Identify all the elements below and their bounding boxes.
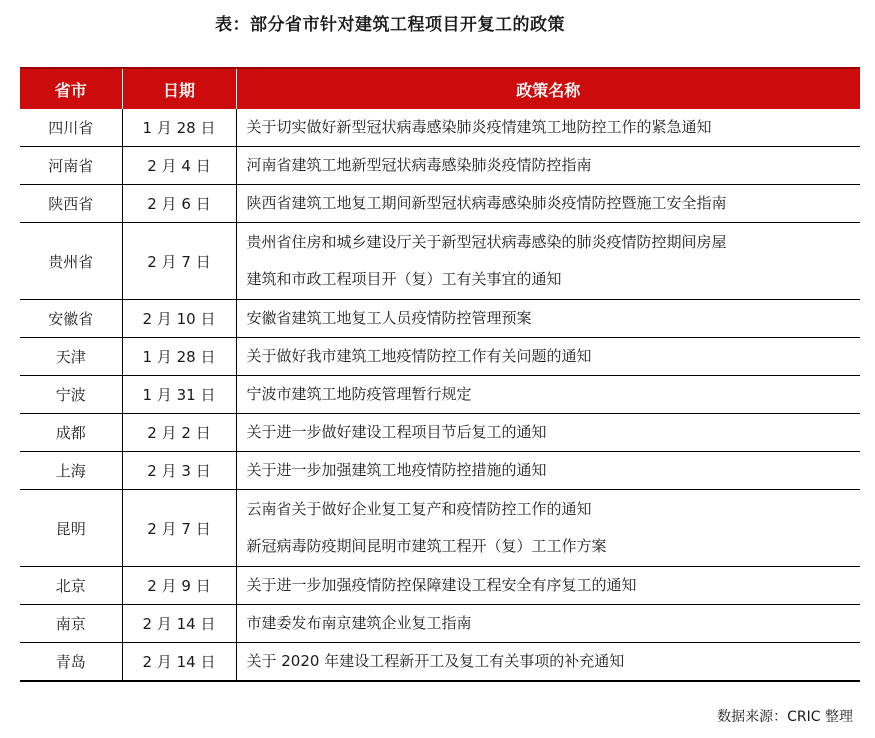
province-cell: 宁波: [20, 376, 122, 414]
policy-name: 宁波市建筑工地防疫管理暂行规定: [246, 385, 472, 403]
table-row: [20, 338, 860, 376]
policy-cell: [236, 376, 860, 414]
table-row: [20, 300, 860, 338]
table-body: [20, 109, 860, 681]
date-cell: 2 月 10 日: [122, 300, 236, 338]
date-cell: 2 月 2 日: [122, 414, 236, 452]
policy-name: 安徽省建筑工地复工人员疫情防控管理预案: [246, 309, 532, 327]
date-cell: 2 月 7 日: [122, 490, 236, 567]
policy-name: 云南省关于做好企业复工复产和疫情防控工作的通知: [246, 500, 592, 518]
policy-cell: [236, 338, 860, 376]
table-row: [20, 376, 860, 414]
policy-name: 关于进一步加强建筑工地疫情防控措施的通知: [246, 461, 547, 479]
policy-cell: [236, 185, 860, 223]
province-cell: 北京: [20, 567, 122, 605]
policy-cell: [236, 147, 860, 185]
policy-cell: [236, 567, 860, 605]
table-title: 表：部分省市针对建筑工程项目开复工的政策: [215, 15, 565, 35]
table-row: [20, 452, 860, 490]
policy-name: 建筑和市政工程项目开（复）工有关事宜的通知: [246, 270, 562, 288]
table-row: [20, 643, 860, 682]
table-row: [20, 567, 860, 605]
column-header-province: 省市: [20, 68, 122, 109]
policy-name: 河南省建筑工地新型冠状病毒感染肺炎疫情防控指南: [246, 156, 592, 174]
date-cell: 2 月 6 日: [122, 185, 236, 223]
province-cell: 贵州省: [20, 223, 122, 300]
policy-cell: [236, 490, 860, 567]
policy-name: 贵州省住房和城乡建设厅关于新型冠状病毒感染的肺炎疫情防控期间房屋: [246, 233, 727, 251]
policy-name: 市建委发布南京建筑企业复工指南: [246, 614, 472, 632]
table-row: [20, 414, 860, 452]
province-cell: 陕西省: [20, 185, 122, 223]
province-cell: 昆明: [20, 490, 122, 567]
table-row: [20, 185, 860, 223]
date-cell: 2 月 7 日: [122, 223, 236, 300]
column-header-date: 日期: [122, 68, 236, 109]
table-row: [20, 605, 860, 643]
policy-cell: [236, 109, 860, 147]
date-cell: 2 月 9 日: [122, 567, 236, 605]
policy-cell: [236, 414, 860, 452]
table-row: [20, 223, 860, 300]
header-row: [20, 68, 860, 109]
policy-name: 关于进一步加强疫情防控保障建设工程安全有序复工的通知: [246, 576, 637, 594]
province-cell: 安徽省: [20, 300, 122, 338]
policy-cell: [236, 300, 860, 338]
table-row: [20, 109, 860, 147]
province-cell: 青岛: [20, 643, 122, 682]
policy-name: 关于 2020 年建设工程新开工及复工有关事项的补充通知: [246, 652, 625, 670]
policy-cell: [236, 643, 860, 682]
table-row: [20, 490, 860, 567]
date-cell: 2 月 3 日: [122, 452, 236, 490]
policy-name: 陕西省建筑工地复工期间新型冠状病毒感染肺炎疫情防控暨施工安全指南: [246, 194, 727, 212]
province-cell: 河南省: [20, 147, 122, 185]
date-cell: 1 月 28 日: [122, 338, 236, 376]
province-cell: 四川省: [20, 109, 122, 147]
column-header-policy: 政策名称: [236, 68, 860, 109]
policy-name: 关于切实做好新型冠状病毒感染肺炎疫情建筑工地防控工作的紧急通知: [246, 118, 712, 136]
policy-cell: [236, 452, 860, 490]
policy-table: [20, 67, 860, 682]
policy-cell: [236, 223, 860, 300]
date-cell: 1 月 31 日: [122, 376, 236, 414]
date-cell: 2 月 14 日: [122, 605, 236, 643]
policy-name: 关于进一步做好建设工程项目节后复工的通知: [246, 423, 547, 441]
province-cell: 天津: [20, 338, 122, 376]
date-cell: 2 月 4 日: [122, 147, 236, 185]
source-note: 数据来源：CRIC 整理: [717, 709, 853, 725]
policy-name: 关于做好我市建筑工地疫情防控工作有关问题的通知: [246, 347, 592, 365]
policy-name: 新冠病毒防疫期间昆明市建筑工程开（复）工工作方案: [246, 537, 607, 555]
table-row: [20, 147, 860, 185]
province-cell: 成都: [20, 414, 122, 452]
table-header: [20, 68, 860, 109]
date-cell: 1 月 28 日: [122, 109, 236, 147]
date-cell: 2 月 14 日: [122, 643, 236, 682]
province-cell: 上海: [20, 452, 122, 490]
province-cell: 南京: [20, 605, 122, 643]
policy-cell: [236, 605, 860, 643]
